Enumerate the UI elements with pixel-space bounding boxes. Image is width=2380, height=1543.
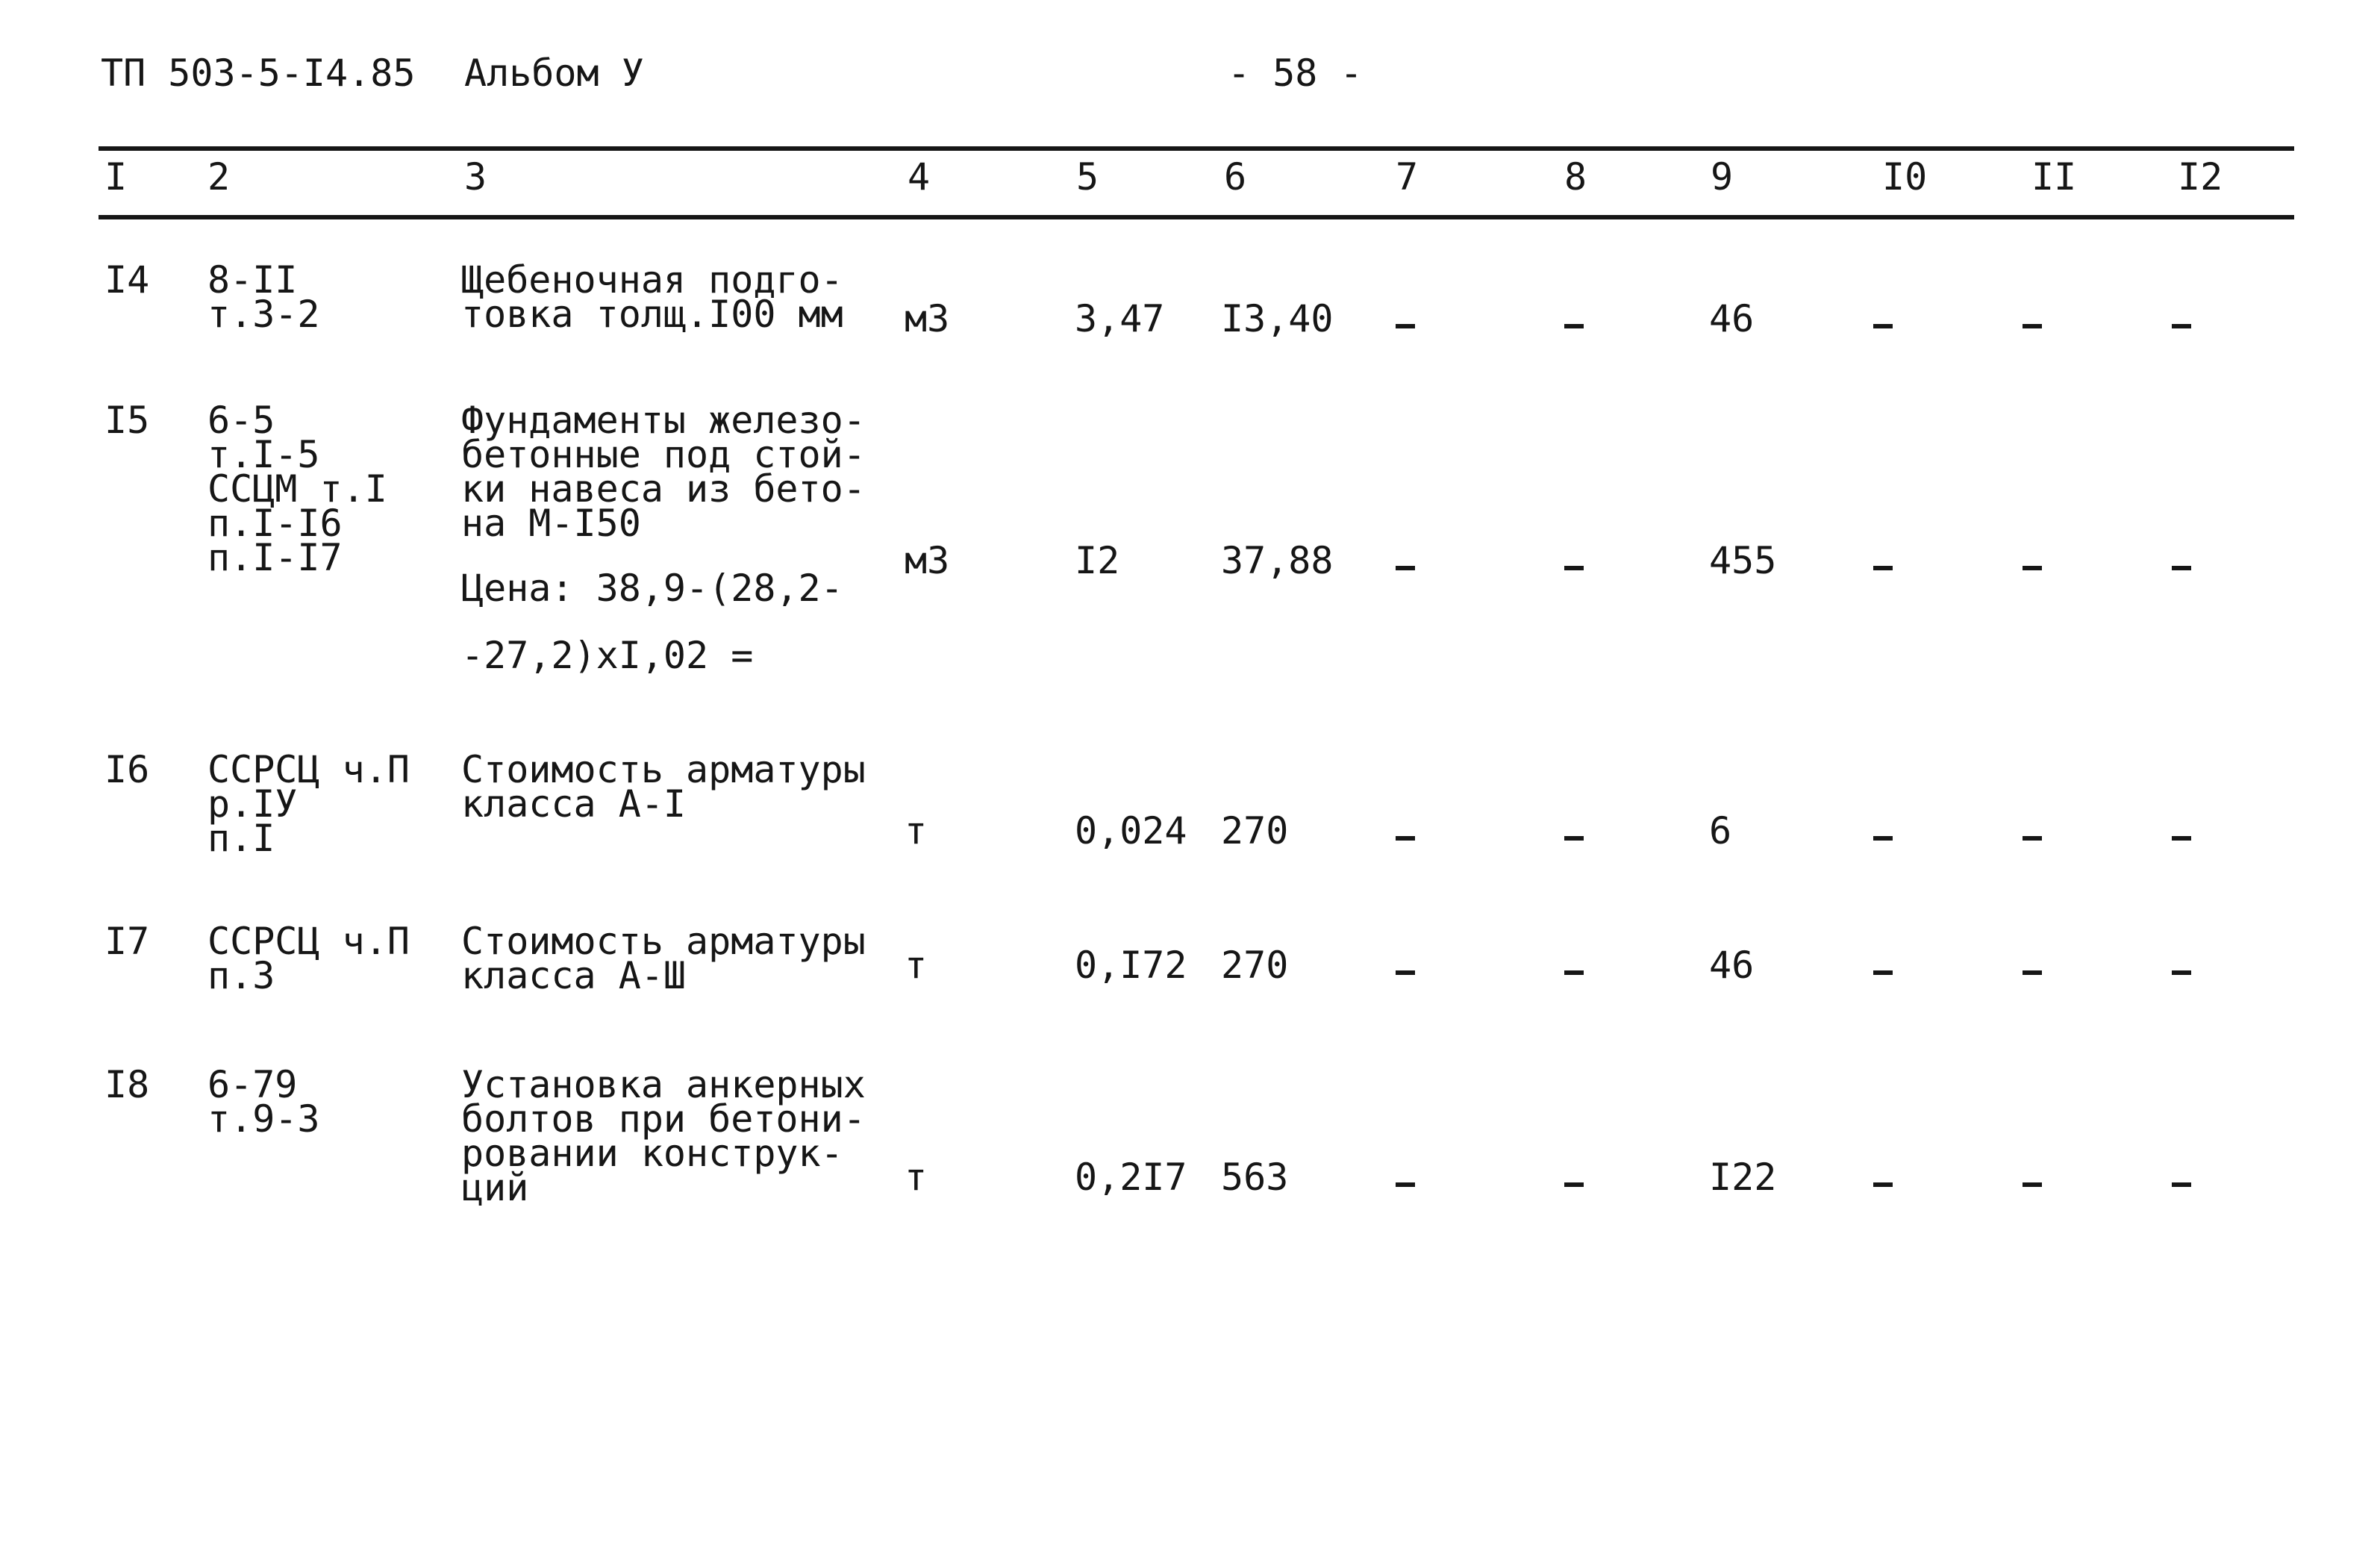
row-code-line: т.9-3 [207, 1097, 320, 1141]
row-c11-dash [2023, 970, 2042, 975]
row-c8-dash [1564, 566, 1584, 570]
col-header-4: 4 [908, 155, 931, 199]
row-number: I5 [104, 399, 150, 442]
row-description-line: Установка анкерных [461, 1063, 866, 1106]
row-quantity: 3,47 [1075, 297, 1165, 340]
row-code-line: т.I-5 [207, 433, 320, 476]
row-description-line: Стоимость арматуры [461, 748, 866, 791]
col-header-6: 6 [1224, 155, 1247, 199]
col-header-12: I2 [2178, 155, 2223, 199]
row-col9-value: 6 [1709, 809, 1732, 852]
row-number: I6 [104, 748, 150, 791]
row-description-line: Фундаменты железо- [461, 399, 866, 442]
row-col9-value: 455 [1709, 539, 1777, 582]
row-unit: т [905, 944, 928, 987]
row-code-line: п.3 [207, 954, 275, 997]
row-description-line: Щебеночная подго- [461, 258, 843, 302]
row-c12-dash [2172, 566, 2191, 570]
row-code-line: р.IУ [207, 782, 298, 826]
row-unit: т [905, 809, 928, 852]
row-c7-dash [1396, 324, 1415, 328]
row-c11-dash [2023, 566, 2042, 570]
row-quantity: 0,I72 [1075, 944, 1187, 987]
row-quantity: 0,2I7 [1075, 1156, 1187, 1199]
row-description-line: класса А-Ш [461, 954, 687, 997]
row-unit: т [905, 1156, 928, 1199]
row-c11-dash [2023, 324, 2042, 328]
row-c11-dash [2023, 836, 2042, 841]
row-code-line: 6-5 [207, 399, 275, 442]
row-price: 270 [1221, 809, 1289, 852]
row-price: 37,88 [1221, 539, 1334, 582]
table-header-rule [99, 215, 2294, 219]
row-description-line: ровании конструк- [461, 1132, 843, 1175]
row-number: I8 [104, 1063, 150, 1106]
row-number: I4 [104, 258, 150, 302]
row-c10-dash [1873, 970, 1893, 975]
row-description-line: на М-I50 [461, 502, 641, 545]
col-header-3: 3 [464, 155, 487, 199]
col-header-10: I0 [1882, 155, 1928, 199]
row-c7-dash [1396, 566, 1415, 570]
row-col9-value: I22 [1709, 1156, 1777, 1199]
row-c11-dash [2023, 1182, 2042, 1187]
row-c12-dash [2172, 836, 2191, 841]
row-code-line: п.I-I7 [207, 536, 343, 579]
row-c10-dash [1873, 324, 1893, 328]
row-quantity: I2 [1075, 539, 1120, 582]
row-c8-dash [1564, 970, 1584, 975]
row-code-line: 8-II [207, 258, 298, 302]
col-header-2: 2 [207, 155, 231, 199]
row-c10-dash [1873, 1182, 1893, 1187]
row-description-line: товка толщ.I00 мм [461, 293, 843, 336]
row-code-line: ССРСЦ ч.П [207, 748, 410, 791]
row-code-line: п.I [207, 817, 275, 860]
row-description-line: Стоимость арматуры [461, 920, 866, 963]
page-number: - 58 - [1228, 52, 1363, 95]
row-quantity: 0,024 [1075, 809, 1187, 852]
col-header-9: 9 [1711, 155, 1734, 199]
row-col9-value: 46 [1709, 944, 1755, 987]
row-c10-dash [1873, 836, 1893, 841]
col-header-8: 8 [1564, 155, 1587, 199]
col-header-7: 7 [1396, 155, 1419, 199]
row-code-line: ССЦМ т.I [207, 467, 387, 511]
row-unit: м3 [905, 297, 950, 340]
row-description-line: класса А-I [461, 782, 687, 826]
col-header-11: II [2031, 155, 2077, 199]
row-price: 563 [1221, 1156, 1289, 1199]
row-c7-dash [1396, 836, 1415, 841]
row-number: I7 [104, 920, 150, 963]
row-description-line: ки навеса из бето- [461, 467, 866, 511]
row-price-formula-line: -27,2)хI,02 = [461, 634, 754, 677]
row-code-line: т.3-2 [207, 293, 320, 336]
row-c12-dash [2172, 324, 2191, 328]
col-header-5: 5 [1076, 155, 1099, 199]
row-c12-dash [2172, 1182, 2191, 1187]
row-c8-dash [1564, 836, 1584, 841]
row-c7-dash [1396, 970, 1415, 975]
row-description-line: болтов при бетони- [461, 1097, 866, 1141]
table-top-rule [99, 146, 2294, 151]
row-description-line: ций [461, 1166, 529, 1209]
row-c7-dash [1396, 1182, 1415, 1187]
row-price: 270 [1221, 944, 1289, 987]
row-c12-dash [2172, 970, 2191, 975]
row-c8-dash [1564, 1182, 1584, 1187]
row-c8-dash [1564, 324, 1584, 328]
row-code-line: п.I-I6 [207, 502, 343, 545]
doc-code: ТП 503-5-I4.85 [101, 52, 416, 95]
album-label: Альбом У [464, 52, 644, 95]
row-c10-dash [1873, 566, 1893, 570]
row-description-line: бетонные под стой- [461, 433, 866, 476]
row-code-line: ССРСЦ ч.П [207, 920, 410, 963]
row-col9-value: 46 [1709, 297, 1755, 340]
col-header-1: I [104, 155, 128, 199]
row-unit: м3 [905, 539, 950, 582]
row-price-formula-line: Цена: 38,9-(28,2- [461, 567, 843, 610]
row-code-line: 6-79 [207, 1063, 298, 1106]
row-price: I3,40 [1221, 297, 1334, 340]
